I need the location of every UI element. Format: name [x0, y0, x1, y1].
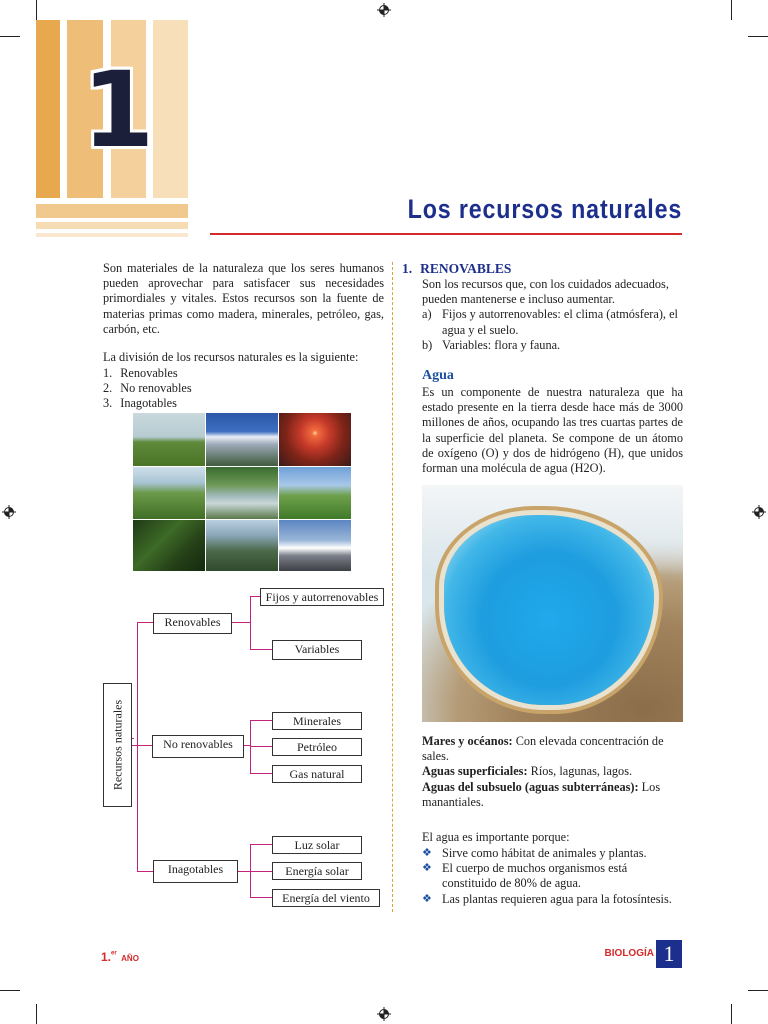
diagram-connector — [250, 773, 272, 774]
registration-mark-icon — [377, 1007, 391, 1021]
diagram-box-energia-viento: Energía del viento — [272, 889, 380, 907]
diagram-box-variables: Variables — [272, 640, 362, 660]
diagram-box-luz-solar: Luz solar — [272, 836, 362, 854]
diagram-connector — [250, 871, 272, 872]
agua-heading: Agua — [422, 368, 454, 383]
list-item: ❖ El cuerpo de muchos organismos está constituido de 80% de agua. — [422, 861, 628, 891]
header-bar — [153, 20, 188, 198]
photo-mountain — [279, 520, 351, 571]
diagram-connector — [137, 622, 138, 872]
diagram-connector — [238, 871, 250, 872]
registration-mark-icon — [752, 505, 766, 519]
header-bar — [36, 20, 60, 198]
crop-mark — [0, 36, 20, 37]
section-heading: 1. RENOVABLES — [402, 261, 512, 276]
title-underline — [210, 233, 682, 235]
diamond-bullet-icon: ❖ — [422, 892, 432, 905]
agua-text: Es un componente de nuestra naturaleza que ha estado presente en la tierra desde hace más de 3000 millones de años, ocupando las tres cuartas partes de la superficie del planeta. Se compone de un átomo de oxígeno (O) y dos de hidrógeno (H), que unidos forman una molécula de agua (H2O). — [422, 385, 683, 476]
hot-spring-photo — [422, 485, 683, 722]
diagram-connector — [137, 871, 153, 872]
section-renovables — [402, 261, 684, 353]
crop-mark — [748, 990, 768, 991]
registration-mark-icon — [2, 505, 16, 519]
page-number: 1 — [656, 940, 682, 968]
diagram-connector — [250, 720, 272, 721]
photo-field — [133, 413, 205, 466]
intro-paragraph: Son materiales de la naturaleza que los seres humanos pueden aprovechar para satisfacer sus necesidades primordiales y vitales. Estos recursos son la fuente de materias primas como madera, minerales, petróleo, gas, carbón, etc. — [103, 261, 384, 336]
photo-valley — [206, 520, 278, 571]
crop-mark — [36, 0, 37, 20]
importance-intro: El agua es importante porque: — [422, 830, 570, 844]
diagram-box-energia-solar: Energía solar — [272, 862, 362, 880]
diagram-root-box — [103, 683, 132, 807]
renovables-item: a) Fijos y autorrenovables: el clima (atmósfera), el agua y el suelo. — [422, 307, 678, 337]
diagram-box-minerales: Minerales — [272, 712, 362, 730]
footer-subject: BIOLOGÍA — [604, 948, 654, 959]
water-type-item: Aguas superficiales: Ríos, lagunas, lagos. — [422, 764, 633, 779]
diagram-connector — [132, 738, 134, 739]
diagram-connector — [250, 596, 251, 650]
crop-mark — [731, 1004, 732, 1024]
photo-plains — [279, 467, 351, 519]
list-item: 3. Inagotables — [103, 396, 177, 411]
hot-spring-water — [444, 515, 654, 705]
crop-mark — [731, 0, 732, 20]
header-stripe — [36, 233, 188, 237]
renovables-item: b) Variables: flora y fauna. — [422, 337, 561, 352]
water-type-item: Mares y océanos: Con elevada concentración de sales. — [422, 734, 664, 764]
diagram-connector — [250, 746, 272, 747]
diagram-connector — [137, 622, 153, 623]
diagram-box-inagotables: Inagotables — [153, 860, 238, 883]
photo-volcano — [206, 413, 278, 466]
diagram-connector — [250, 897, 272, 898]
diamond-bullet-icon: ❖ — [422, 847, 432, 859]
list-item: ❖ Sirve como hábitat de animales y plantas. — [422, 846, 647, 860]
water-type-item: Aguas del subsuelo (aguas subterráneas): Los manantiales. — [422, 779, 661, 809]
column-divider — [392, 262, 393, 912]
diagram-box-gas-natural: Gas natural — [272, 765, 362, 783]
header-stripe — [36, 222, 188, 229]
photo-river — [206, 467, 278, 519]
diagram-box-no-renovables: No renovables — [152, 735, 244, 758]
diagram-connector — [250, 649, 272, 650]
crop-mark — [748, 36, 768, 37]
list-item: 2. No renovables — [103, 381, 192, 396]
importance-list — [422, 846, 683, 907]
diamond-bullet-icon: ❖ — [422, 862, 432, 875]
diagram-root-label: Recursos naturales — [110, 699, 124, 791]
page-title: Los recursos naturales — [407, 194, 682, 224]
diagram-connector — [232, 622, 250, 623]
photo-forest — [133, 520, 205, 571]
diagram-box-petroleo: Petróleo — [272, 738, 362, 756]
header-stripe — [36, 204, 188, 218]
diagram-connector — [250, 720, 251, 774]
water-types — [422, 734, 683, 810]
list-item: ❖ Las plantas requieren agua para la fotosíntesis. — [422, 891, 672, 906]
chapter-number: 1 — [82, 49, 155, 171]
registration-mark-icon — [377, 3, 391, 17]
footer-grade: 1.$^{er}$ AÑO — [101, 950, 139, 964]
division-list — [103, 366, 303, 412]
diagram-connector — [250, 844, 272, 845]
crop-mark — [36, 1004, 37, 1024]
photo-hills — [133, 467, 205, 519]
photo-sunset — [279, 413, 351, 466]
diagram-connector — [250, 596, 260, 597]
renovables-text: Son los recursos que, con los cuidados adecuados, pueden mantenerse e incluso aumentar. — [422, 277, 669, 307]
diagram-box-fijos: Fijos y autorrenovables — [260, 588, 384, 606]
crop-mark — [0, 990, 20, 991]
diagram-connector — [132, 745, 152, 746]
diagram-box-renovables: Renovables — [153, 613, 232, 634]
list-item: 1. Renovables — [103, 366, 178, 380]
landscape-photo-collage — [133, 413, 351, 571]
division-intro: La división de los recursos naturales es la siguiente: — [103, 350, 359, 364]
